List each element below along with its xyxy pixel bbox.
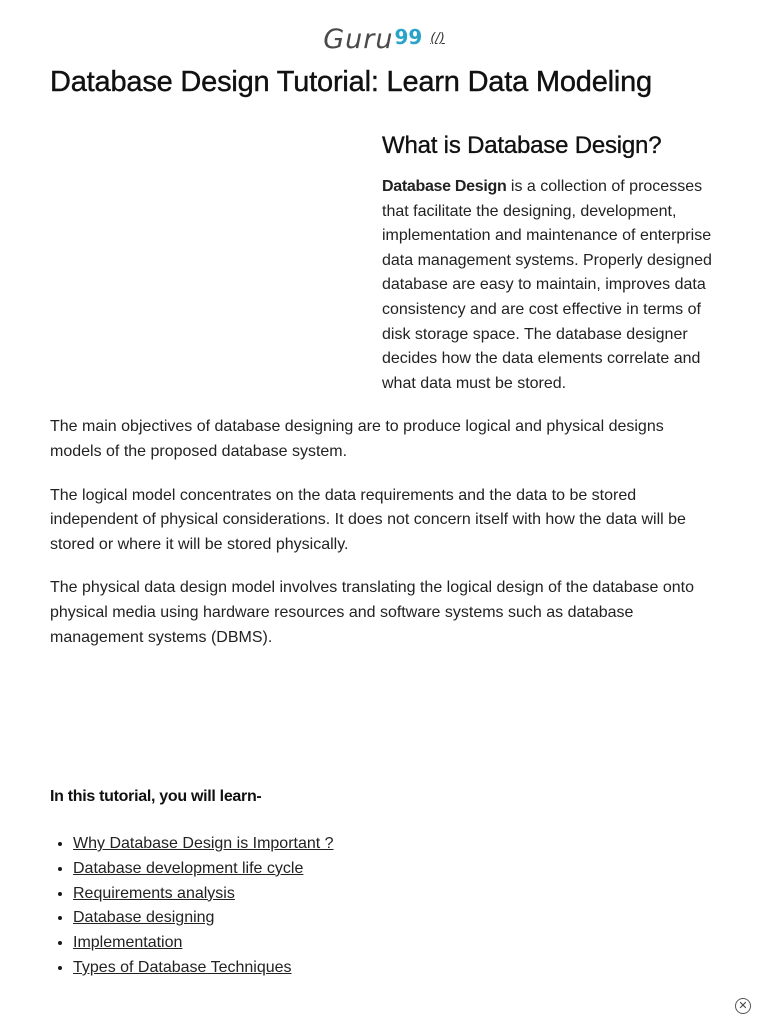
- logo-text: Guru: [323, 24, 394, 55]
- article-body: [50, 126, 718, 669]
- toc-item: [73, 906, 334, 931]
- logo-number: 99: [394, 25, 423, 49]
- toc-item: [73, 956, 334, 981]
- section-heading: What is Database Design?: [382, 132, 662, 159]
- physical-model-paragraph: The physical data design model involves translating the logical design of the database onto physical media using hardware resources and software systems such as database management systems (DBMS).: [50, 579, 694, 646]
- intro-bold-term: Database Design: [382, 178, 507, 195]
- site-header: [0, 20, 768, 60]
- toc-link-life-cycle[interactable]: Database development life cycle: [73, 859, 304, 877]
- objectives-paragraph: The main objectives of database designing are to produce logical and physical designs models of the proposed database system.: [50, 418, 664, 460]
- toc-item: [73, 857, 334, 882]
- toc-link-designing[interactable]: Database designing: [73, 909, 215, 927]
- toc-item: [73, 931, 334, 956]
- close-circle-icon[interactable]: ✕: [735, 998, 751, 1014]
- toc-link-requirements[interactable]: Requirements analysis: [73, 884, 235, 902]
- toc-link-why-important[interactable]: Why Database Design is Important ?: [73, 835, 334, 852]
- toc-item: [73, 882, 334, 907]
- learn-heading: In this tutorial, you will learn-: [50, 788, 262, 805]
- toc-link-implementation[interactable]: Implementation: [73, 934, 183, 952]
- intro-text: is a collection of processes that facilitate the designing, development, implementation and maintenance of enterprise data management systems. Properly designed database are easy to maintain, improves data consistency and are cost effective in terms of disk storage space. The database designer decides how the data elements correlate and what data must be stored.: [382, 178, 712, 392]
- toc-item: [73, 832, 334, 857]
- site-logo[interactable]: [323, 20, 445, 60]
- page-title: Database Design Tutorial: Learn Data Modeling: [50, 66, 652, 98]
- table-of-contents: [50, 832, 334, 981]
- logo-home-link[interactable]: (/): [430, 31, 445, 46]
- logical-model-paragraph: The logical model concentrates on the data requirements and the data to be stored independent of physical considerations. It does not concern itself with how the data will be stored or where it will be stored physically.: [50, 486, 686, 553]
- toc-link-techniques[interactable]: Types of Database Techniques: [73, 958, 292, 976]
- ad-float-spacer: [50, 126, 382, 396]
